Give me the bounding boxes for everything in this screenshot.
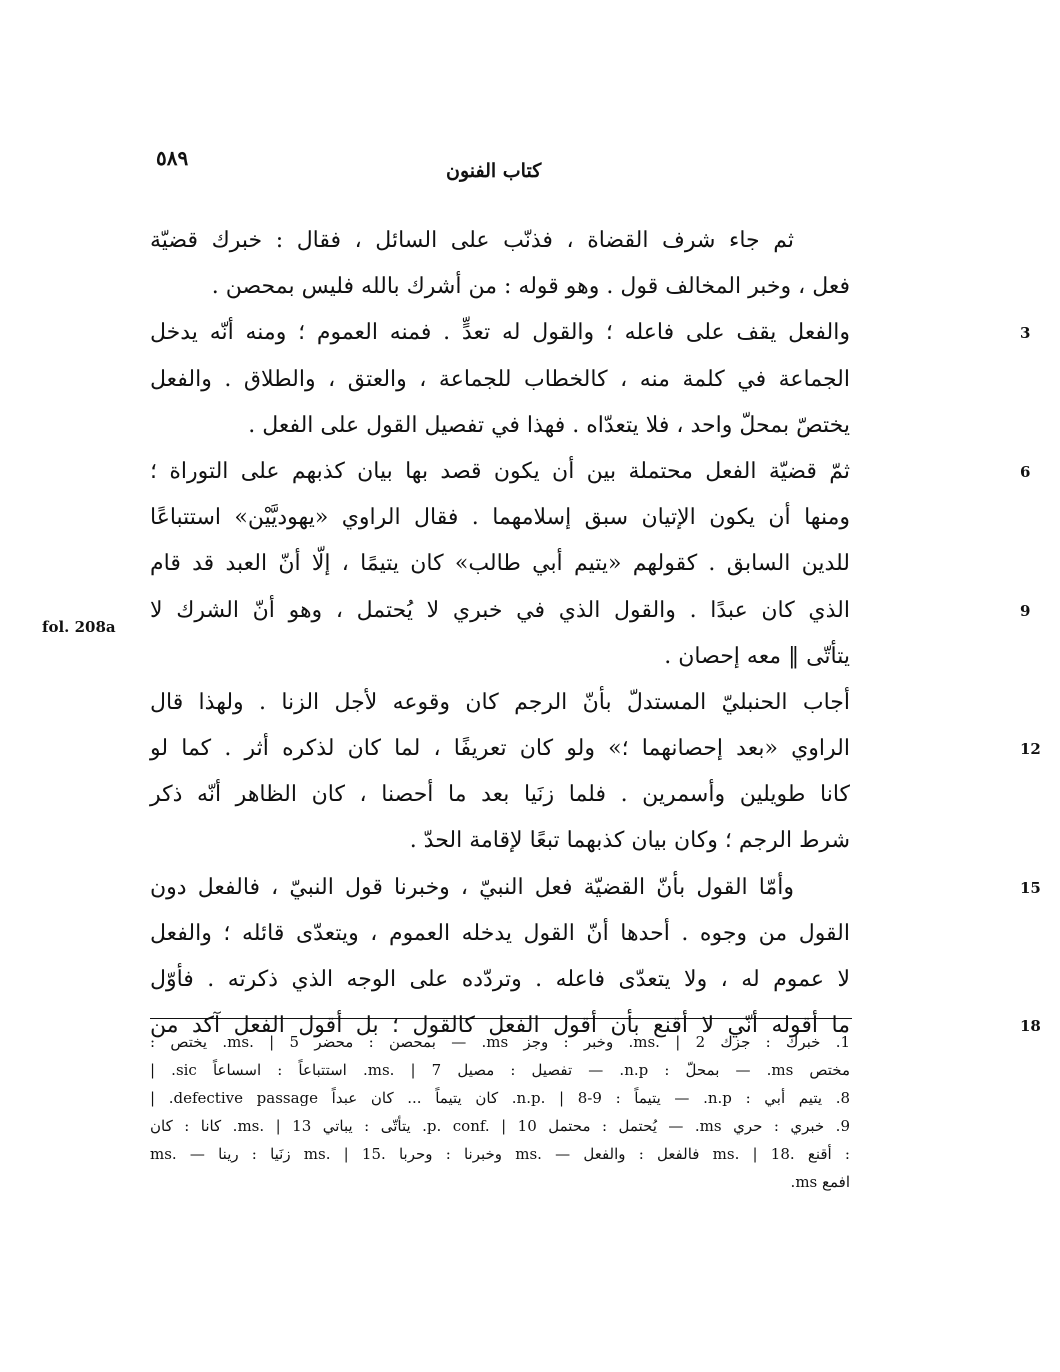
text-line bbox=[150, 403, 850, 449]
text-line bbox=[150, 264, 850, 310]
line-number: 15 bbox=[1020, 878, 1041, 897]
line-text: القول من وجوه . أحدها أنّ القول يدخله العموم ، ويتعدّى قائله ؛ والفعل bbox=[150, 920, 851, 946]
page-number: ٥٨٩ bbox=[156, 146, 189, 170]
apparatus-line: 8. يتيم أبي : n.p. — يتيماً : n.p. | 8-9. كان يتيماً ... كان عبداً defective passage. | bbox=[150, 1089, 851, 1107]
line-number: 9 bbox=[1020, 601, 1031, 620]
line-text: والفعل يقف على فاعله ؛ والقول له تعدٍّ . فمنه العموم ؛ ومنه أنّه يدخل bbox=[150, 320, 850, 346]
running-title: كتاب الفنون bbox=[446, 160, 542, 182]
line-text: أجاب الحنبليّ المستدلّ بأنّ الرجم كان وقوعه لأجل الزنا . ولهذا قال bbox=[150, 689, 850, 715]
line-number: 3 bbox=[1020, 324, 1031, 343]
apparatus-line: مختص ms. — بمحلّ : n.p. — تفصيل : مصيل ms. | 7. استتباعاً : اسساعاً sic. | bbox=[150, 1061, 851, 1079]
text-line bbox=[150, 541, 850, 587]
line-text: للدين السابق . كقولهم «يتيم أبي طالب» كان يتيمًا ، إلّا أنّ العبد قد قام bbox=[150, 551, 850, 577]
line-text: وأمّا القول بأنّ القضيّة فعل النبيّ ، وخبرنا قول النبيّ ، فالفعل دون bbox=[150, 874, 794, 900]
line-text: فعل ، وخبر المخالف قول . وهو قوله : من أشرك بالله فليس بمحصن . bbox=[211, 274, 850, 300]
text-line bbox=[150, 588, 1031, 634]
text-line bbox=[150, 726, 1041, 772]
line-text: لا عموم له ، ولا يتعدّى فاعله . وتردّده على الوجه الذي ذكرته . فأوّل bbox=[150, 967, 850, 992]
line-number: 18 bbox=[1020, 1017, 1041, 1036]
text-line bbox=[150, 634, 850, 680]
text-line bbox=[150, 218, 850, 264]
main-text-block bbox=[150, 218, 1041, 1049]
text-line bbox=[150, 957, 850, 1003]
apparatus-line: ms. — زنَيا : رينا ms. | 15. وخبرنا : وحربا ms. — فالفعل : والفعل ms. | 18. أقنع : bbox=[150, 1145, 850, 1163]
line-text: يتأتّى ‖ معه إحصان . bbox=[664, 643, 850, 669]
text-line bbox=[150, 357, 850, 403]
line-number: 12 bbox=[1020, 740, 1041, 759]
critical-apparatus bbox=[150, 1028, 850, 1196]
text-line bbox=[150, 449, 1031, 495]
footnote-rule bbox=[150, 1018, 852, 1019]
line-text: ثم جاء شرف القضاة ، فذنّب على السائل ، فقال : خبرك قضيّة bbox=[150, 228, 794, 253]
folio-margin-note: fol. 208a bbox=[42, 618, 116, 636]
text-line bbox=[150, 310, 1031, 356]
line-text: الجماعة في كلمة منه ، كالخطاب للجماعة ، والعتق ، والطلاق . والفعل bbox=[150, 366, 850, 392]
text-line bbox=[150, 911, 850, 957]
apparatus-line: افمع ms. bbox=[790, 1173, 850, 1191]
text-line bbox=[150, 818, 850, 864]
text-line bbox=[150, 495, 850, 541]
text-line bbox=[150, 680, 850, 726]
line-text: كانا طويلين وأسمرين . فلما زنَيا بعد ما أحصنا ، كان الظاهر أنّه ذكر bbox=[150, 782, 850, 808]
apparatus-line: 1. خبرك : جزك ms. | 2. وخبر : وجز ms. — بمحصن : محضر ms. | 5. يختص : bbox=[150, 1033, 851, 1051]
line-text: الراوي «بعد إحصانهما ؛» ولو كان تعريفًا ، لما كان لذكره أثر . كما لو bbox=[150, 736, 850, 762]
line-text: ثمّ قضيّة الفعل محتملة بين أن يكون قصد بها بيان كذبهم على التوراة ؛ bbox=[150, 458, 850, 484]
line-text: شرط الرجم ؛ وكان بيان كذبهما تبعًا لإقامة الحدّ . bbox=[409, 828, 850, 854]
line-text: ومنها أن يكون الإتيان سبق إسلامهما . فقال الراوي «يهوديَّيْن» استتباعًا bbox=[150, 505, 850, 531]
apparatus-line: 9. خبري : حري ms. — يُحتمل : محتمل p. conf. | 10. يتأتّى : يباتي ms. | 13. كانا : كان bbox=[150, 1117, 850, 1135]
text-line bbox=[150, 772, 850, 818]
line-number: 6 bbox=[1020, 462, 1031, 481]
line-text: الذي كان عبدًا . والقول الذي في خبري لا يُحتمل ، وهو أنّ الشرك لا bbox=[150, 597, 850, 623]
line-text: ما أقوله أنّي لا أقنع بأن أقول الفعل كالقول ؛ بل أقول الفعل آكد من bbox=[150, 1013, 850, 1039]
text-line bbox=[150, 865, 1041, 911]
line-text: يختصّ بمحلّ واحد ، فلا يتعدّاه . فهذا في تفصيل القول على الفعل . bbox=[248, 412, 850, 438]
